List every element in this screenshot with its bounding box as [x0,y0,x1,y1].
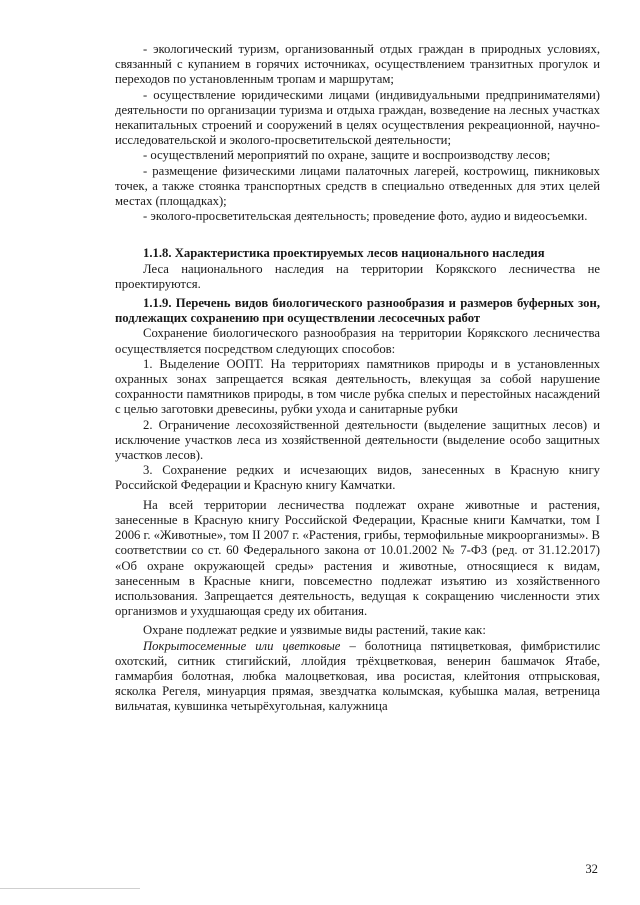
paragraph-legal-entities: - осуществление юридическими лицами (индивидуальными предпринимателями) деятельности по организации туризма и отдыха граждан, возведение на лесных участках некапитальных строений и сооружений в целях осуществления рекреационной, научно-исследовательской и эколого-просветительской деятельности; [115,87,600,148]
angiosperms-list: – болотница пятицветковая, фимбристилис охотский, ситник стигийский, ллойдия трёхцветковая, венерин башмачок Ятабе, гаммарбия болотная, любка малоцветковая, ива росистая, клейтония отпрысковая, ясколка Регеля, минуарция прямая, звездчатка колымская, кубышка малая, ветреница вильчатая, кувшинка четырёхугольная, калужница [115,638,600,714]
paragraph-eco-tourism: - экологический туризм, организованный отдых граждан в природных условиях, связанный с купанием в горячих источниках, осуществлением транзитных прогулок и переходов по установленным тропам и маршрутам; [115,42,600,87]
paragraph-national-heritage: Леса национального наследия на территории Корякского лесничества не проектируются. [115,261,600,291]
page-number: 32 [585,862,598,876]
paragraph-item-3: 3. Сохранение редких и исчезающих видов, занесенных в Красную книгу Российской Федерации и Красную книгу Камчатки. [115,463,600,493]
paragraph-protected-plants-intro: Охране подлежат редкие и уязвимые виды растений, такие как: [143,623,486,638]
section-heading-1-1-9: 1.1.9. Перечень видов биологического разнообразия и размеров буферных зон, подлежащих сохранению при осуществлении лесосечных работ [115,296,600,326]
paragraph-tent-camps: - размещение физическими лицами палаточных лагерей, кострowищ, пикниковых точек, а также стоянка транспортных средств в специально отведенных для этих целей местах (площадках); [115,163,600,209]
angiosperms-term: Покрытосеменные или цветковые [143,638,341,653]
paragraph-eco-education: - эколого-просветительская деятельность; проведение фото, аудио и видеосъемки. [143,209,588,224]
paragraph-red-book: На всей территории лесничества подлежат охране животные и растения, занесенные в Красную книгу Российской Федерации, Красные книги Камчатки, том I 2006 г. «Животные», том II 2007 г. «Растения, грибы, термофильные микроорганизмы». В соответствии со ст. 60 Федерального закона от 10.01.2002 № 7-ФЗ (ред. от 31.12.2017) «Об охране окружающей среды» растения и животные, относящиеся к видам, занесенным в Красные книги, повсеместно подлежат изъятию из хозяйственного использования. Запрещается деятельность, ведущая к сокращению численности этих организмов и ухудшающая среду их обитания. [115,497,600,619]
paragraph-angiosperms [115,639,600,715]
paragraph-item-1: 1. Выделение ООПТ. На территориях памятников природы и в установленных охранных зонах запрещается всякая деятельность, влекущая за собой нарушение сохранности памятников природы, в том числе рубка спелых и перестойных насаждений с целью заготовки древесины, рубки ухода и санитарные рубки [115,356,600,417]
paragraph-biodiversity-intro: Сохранение биологического разнообразия на территории Корякского лесничества осуществляется посредством следующих способов: [115,326,600,356]
page-content [115,42,600,715]
bottom-rule [0,888,140,889]
paragraph-item-2: 2. Ограничение лесохозяйственной деятельности (выделение защитных лесов) и исключение участков леса из хозяйственной деятельности (выделение особо защитных участков лесов). [115,417,600,463]
section-heading-1-1-8: 1.1.8. Характеристика проектируемых лесов национального наследия [143,246,545,261]
paragraph-forest-protection: - осуществлений мероприятий по охране, защите и воспроизводству лесов; [143,148,551,163]
